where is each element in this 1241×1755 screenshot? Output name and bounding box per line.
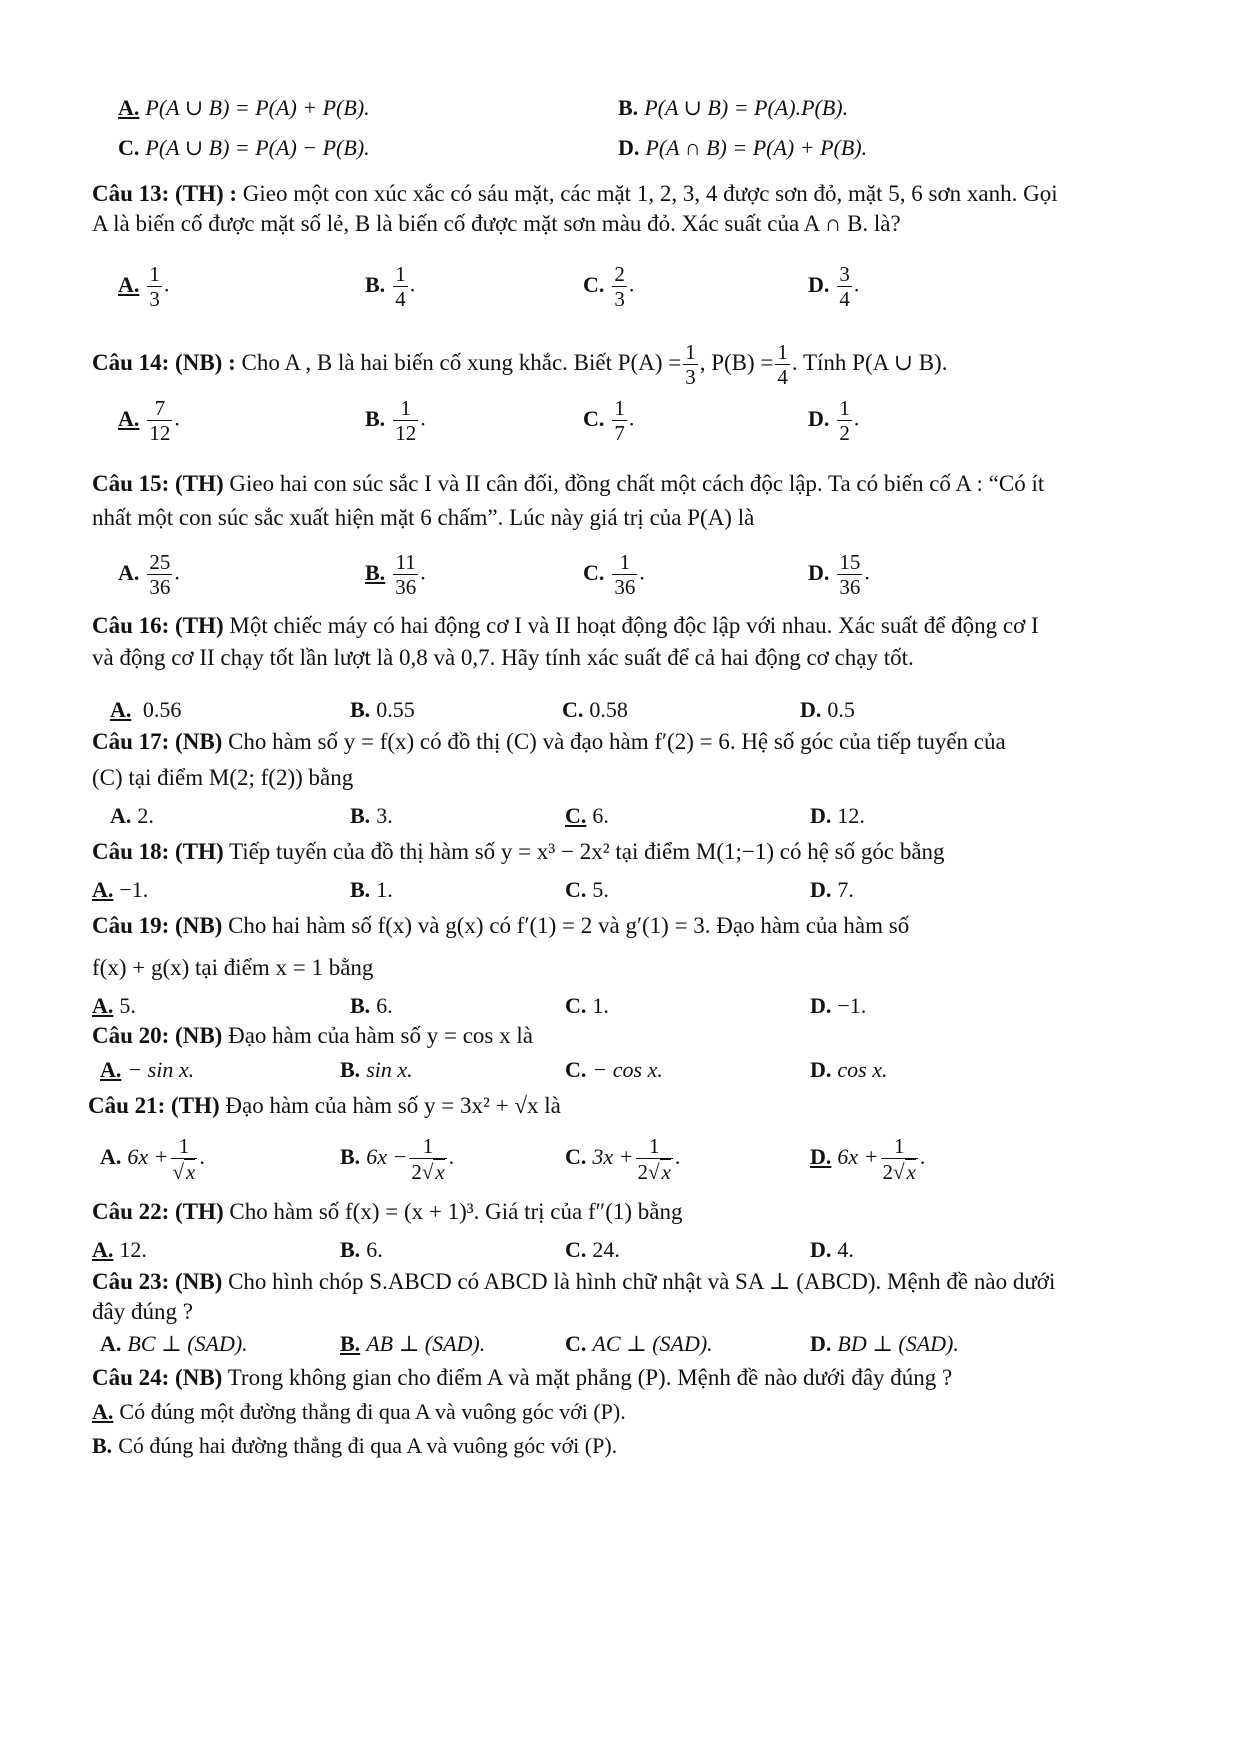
- q15-option-c: C. $\frac{1}{36}$ .: [583, 550, 645, 599]
- q15-line-1: Câu 15: (TH) Gieo hai con súc sắc I và II cân đối, đồng chất một cách độc lập. Ta có biến cố A : “Có ít: [92, 471, 1045, 496]
- q17-line-1: Câu 17: (NB) Cho hàm số y = f(x) có đồ thị (C) và đạo hàm f′(2) = 6. Hệ số góc của tiếp tuyến của: [92, 729, 1006, 754]
- q15-line-2: nhất một con súc sắc xuất hiện mặt 6 chấm”. Lúc này giá trị của P(A) là: [92, 505, 755, 530]
- q23-option-c: C. AC ⊥ (SAD).: [565, 1331, 713, 1356]
- q17-option-d: D. 12.: [810, 803, 865, 828]
- q18-line-1: Câu 18: (TH) Tiếp tuyến của đồ thị hàm số y = x³ − 2x² tại điểm M(1;−1) có hệ số góc bằng: [92, 839, 945, 864]
- q16-line-1: Câu 16: (TH) Một chiếc máy có hai động cơ I và II hoạt động độc lập với nhau. Xác suất để động cơ I: [92, 613, 1039, 638]
- q17-option-b: B. 3.: [350, 803, 393, 828]
- q16-line-2: và động cơ II chạy tốt lần lượt là 0,8 và 0,7. Hãy tính xác suất để cả hai động cơ chạy tốt.: [92, 645, 914, 670]
- q20-line-1: Câu 20: (NB) Đạo hàm của hàm số y = cos x là: [92, 1023, 533, 1048]
- q16-option-a: A. 0.56: [110, 697, 182, 722]
- q21-option-d: D. 6x + $\frac{1}{2√x}$ .: [810, 1134, 926, 1184]
- q23-option-b: B. AB ⊥ (SAD).: [340, 1331, 486, 1356]
- q19-line-1: Câu 19: (NB) Cho hai hàm số f(x) và g(x) có f′(1) = 2 và g′(1) = 3. Đạo hàm của hàm số: [92, 913, 910, 938]
- q19-option-a: A. 5.: [92, 993, 136, 1018]
- q14-option-b: B. $\frac{1}{12}$ .: [365, 396, 426, 445]
- q20-option-b: B. sin x.: [340, 1057, 413, 1082]
- q21-option-a: A. 6x + $\frac{1}{√x}$ .: [100, 1134, 205, 1184]
- q13-line-2: A là biến cố được mặt số lẻ, B là biến cố được mặt sơn màu đỏ. Xác suất của A ∩ B. là?: [92, 211, 901, 236]
- q22-option-b: B. 6.: [340, 1237, 383, 1262]
- q15-option-b: B. $\frac{11}{36}$ .: [365, 550, 426, 599]
- q14-option-a: A. $\frac{7}{12}$ .: [118, 396, 180, 445]
- q22-line-1: Câu 22: (TH) Cho hàm số f(x) = (x + 1)³. Giá trị của f″(1) bằng: [92, 1199, 683, 1224]
- q21-option-b: B. 6x − $\frac{1}{2√x}$ .: [340, 1134, 455, 1184]
- q23-option-a: A. BC ⊥ (SAD).: [100, 1331, 248, 1356]
- q23-line-2: đây đúng ?: [92, 1299, 193, 1324]
- q17-option-a: A. 2.: [110, 803, 154, 828]
- q19-line-2: f(x) + g(x) tại điểm x = 1 bằng: [92, 955, 374, 980]
- q17-line-2: (C) tại điểm M(2; f(2)) bằng: [92, 765, 354, 790]
- q22-option-d: D. 4.: [810, 1237, 854, 1262]
- q20-option-d: D. cos x.: [810, 1057, 888, 1082]
- q20-option-c: C. − cos x.: [565, 1057, 663, 1082]
- q18-option-b: B. 1.: [350, 877, 393, 902]
- q13-option-b: B. $\frac{1}{4}$ .: [365, 262, 416, 311]
- q15-option-a: A. $\frac{25}{36}$ .: [118, 550, 180, 599]
- q12-option-d: D. P(A ∩ B) = P(A) + P(B).: [618, 135, 868, 160]
- q16-option-b: B. 0.55: [350, 697, 415, 722]
- q14-option-c: C. $\frac{1}{7}$ .: [583, 396, 635, 445]
- q21-line-1: Câu 21: (TH) Đạo hàm của hàm số y = 3x² + √x là: [88, 1093, 561, 1118]
- q23-line-1: Câu 23: (NB) Cho hình chóp S.ABCD có ABCD là hình chữ nhật và SA ⊥ (ABCD). Mệnh đề nào dưới: [92, 1269, 1056, 1294]
- q13-line-1: Câu 13: (TH) : Gieo một con xúc xắc có sáu mặt, các mặt 1, 2, 3, 4 được sơn đỏ, mặt 5, 6 sơn xanh. Gọi: [92, 181, 1058, 206]
- q22-option-a: A. 12.: [92, 1237, 147, 1262]
- q13-option-a: A. $\frac{1}{3}$ .: [118, 262, 170, 311]
- q19-option-c: C. 1.: [565, 993, 609, 1018]
- q16-option-d: D. 0.5: [800, 697, 855, 722]
- q19-option-b: B. 6.: [350, 993, 393, 1018]
- q24-option-b: B. Có đúng hai đường thẳng đi qua A và vuông góc với (P).: [92, 1433, 618, 1458]
- q14-line-1: Câu 14: (NB) : Cho A , B là hai biến cố xung khắc. Biết P(A) = $\frac{1}{3}$ , P(B) = $\frac{1}{4}$ . Tính P(A ∪ B).: [92, 340, 948, 389]
- q20-option-a: A. − sin x.: [100, 1057, 195, 1082]
- q12-option-b: B. P(A ∪ B) = P(A).P(B).: [618, 95, 849, 120]
- q13-option-c: C. $\frac{2}{3}$ .: [583, 262, 635, 311]
- q16-option-c: C. 0.58: [562, 697, 628, 722]
- q18-option-c: C. 5.: [565, 877, 609, 902]
- q12-option-a: A. P(A ∪ B) = P(A) + P(B).: [118, 95, 370, 120]
- q13-option-d: D. $\frac{3}{4}$ .: [808, 262, 860, 311]
- q12-option-c: C. P(A ∪ B) = P(A) − P(B).: [118, 135, 370, 160]
- q18-option-a: A. −1.: [92, 877, 149, 902]
- q18-option-d: D. 7.: [810, 877, 854, 902]
- q14-option-d: D. $\frac{1}{2}$ .: [808, 396, 860, 445]
- q19-option-d: D. −1.: [810, 993, 867, 1018]
- q24-line-1: Câu 24: (NB) Trong không gian cho điểm A và mặt phẳng (P). Mệnh đề nào dưới đây đúng ?: [92, 1365, 953, 1390]
- q17-option-c: C. 6.: [565, 803, 609, 828]
- q24-option-a: A. Có đúng một đường thẳng đi qua A và vuông góc với (P).: [92, 1399, 626, 1424]
- q21-option-c: C. 3x + $\frac{1}{2√x}$ .: [565, 1134, 681, 1184]
- q22-option-c: C. 24.: [565, 1237, 620, 1262]
- q23-option-d: D. BD ⊥ (SAD).: [810, 1331, 959, 1356]
- q15-option-d: D. $\frac{15}{36}$ .: [808, 550, 870, 599]
